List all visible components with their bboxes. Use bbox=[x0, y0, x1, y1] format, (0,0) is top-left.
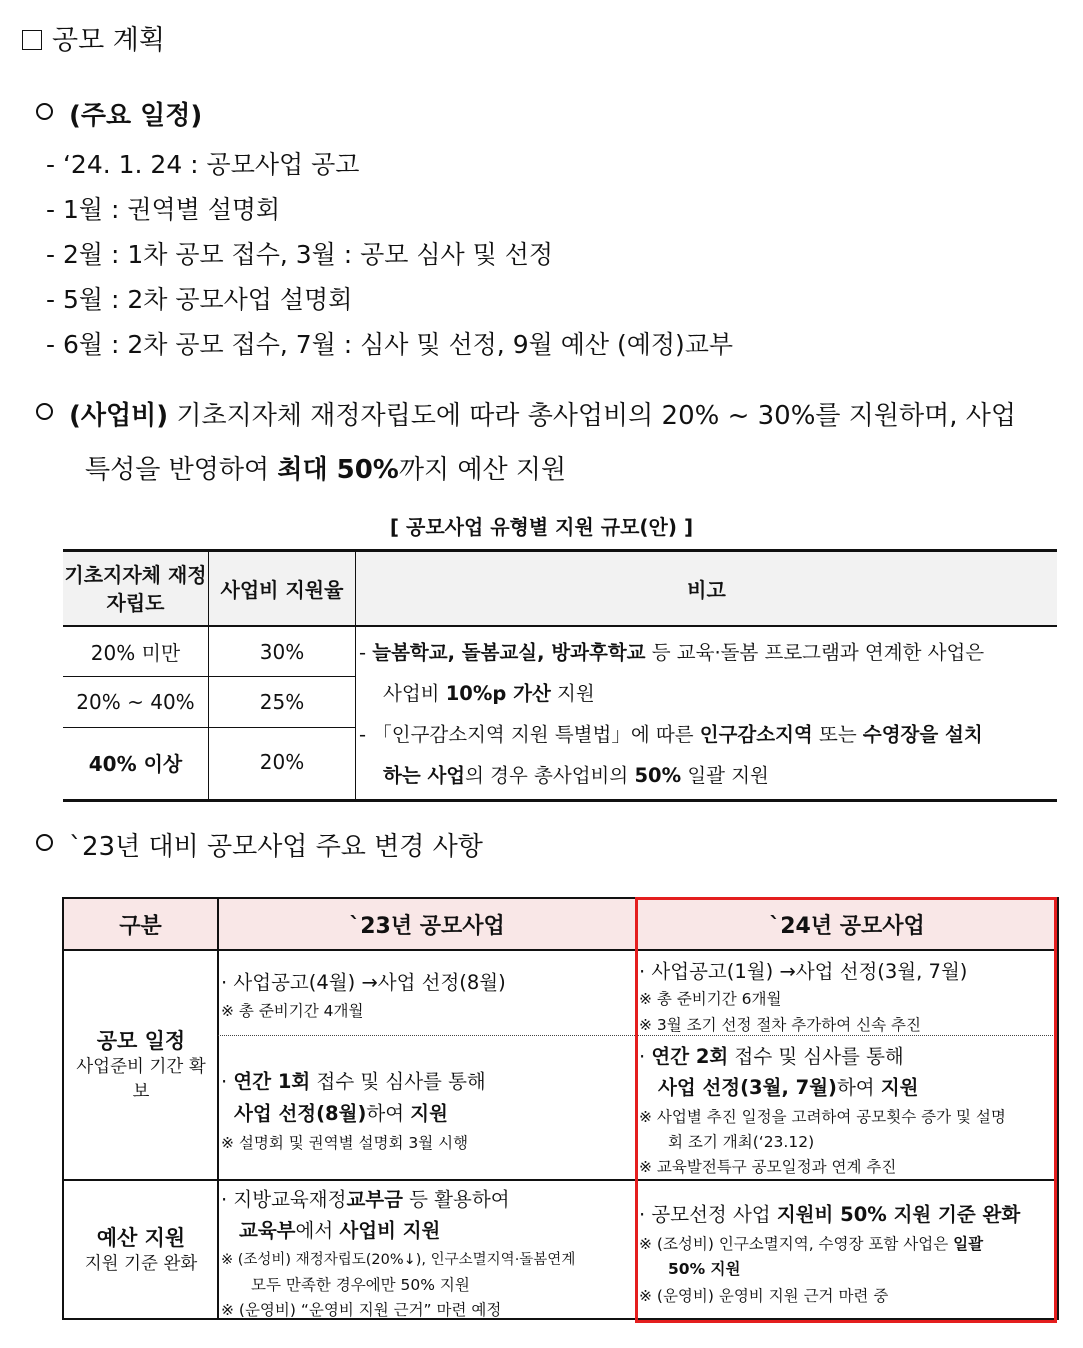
remark-line: - 늘봄학교, 돌봄교실, 방과후학교 등 교육·돌봄 프로그램과 연계한 사업은 bbox=[359, 641, 985, 664]
row-label-sub: 사업준비 기간 확보 bbox=[76, 1057, 206, 1102]
table1-caption: [ 공모사업 유형별 지원 규모(안) ] bbox=[389, 515, 694, 539]
cell-note: ※ 사업별 추진 일정을 고려하여 공모횟수 증가 및 설명 bbox=[639, 1108, 1006, 1126]
section-heading-text: 공모 계획 bbox=[52, 25, 165, 56]
row-label-schedule bbox=[64, 951, 218, 1179]
schedule-title: (주요 일정) bbox=[69, 101, 203, 131]
cell-note: 회 조기 개최(‘23.12) bbox=[668, 1133, 815, 1151]
circle-bullet-icon bbox=[36, 403, 53, 420]
circle-bullet-icon bbox=[36, 103, 53, 120]
highlight-2024-column bbox=[635, 897, 1057, 1323]
header-support-rate: 사업비 지원율 bbox=[220, 578, 344, 602]
cell-note: ※ 3월 조기 선정 절차 추가하여 신속 추진 bbox=[639, 1016, 921, 1034]
cell-note: 모두 만족한 경우에만 50% 지원 bbox=[251, 1276, 470, 1294]
schedule-item: - ‘24. 1. 24 : 공모사업 공고 bbox=[46, 150, 360, 179]
header-2023: `23년 공모사업 bbox=[349, 913, 505, 939]
cell-text: · 연간 1회 접수 및 심사를 통해 bbox=[221, 1070, 486, 1093]
schedule-item: - 6월 : 2차 공모 접수, 7월 : 심사 및 선정, 9월 예산 (예정)교부 bbox=[46, 330, 734, 359]
cell-text: · 사업공고(1월) →사업 선정(3월, 7월) bbox=[639, 960, 968, 983]
row-label-title: 예산 지원 bbox=[96, 1226, 186, 1250]
cell-note: ※ 총 준비기간 6개월 bbox=[639, 990, 782, 1008]
section-heading bbox=[22, 18, 165, 57]
cell-note: ※ 설명회 및 권역별 설명회 3월 시행 bbox=[221, 1134, 469, 1152]
changes-bullet bbox=[36, 826, 483, 863]
cell-note: ※ (조성비) 재정자립도(20%↓), 인구소멸지역·돌봄연계 bbox=[221, 1252, 576, 1268]
cell-text: 교육부에서 사업비 지원 bbox=[239, 1219, 441, 1242]
row-level: 20% ~ 40% bbox=[76, 690, 195, 714]
cell-note: ※ 총 준비기간 4개월 bbox=[221, 1002, 364, 1020]
row-level: 40% 이상 bbox=[88, 751, 183, 776]
cell-text: · 지방교육재정교부금 등 활용하여 bbox=[221, 1188, 510, 1211]
remark-line: - 「인구감소지역 지원 특별법」에 따른 인구감소지역 또는 수영장을 설치 bbox=[359, 723, 983, 746]
budget-bullet bbox=[36, 395, 1016, 432]
row-level: 20% 미만 bbox=[90, 641, 181, 665]
row-label-title: 공모 일정 bbox=[96, 1029, 186, 1053]
row-rate: 20% bbox=[259, 750, 305, 774]
support-scale-table bbox=[63, 549, 1057, 802]
row-rate: 25% bbox=[259, 690, 305, 714]
checkbox-square-icon bbox=[22, 30, 42, 50]
header-category: 구분 bbox=[119, 913, 162, 939]
cell-text: 사업 선정(3월, 7월)하여 지원 bbox=[658, 1076, 919, 1099]
row-label-budget bbox=[64, 1181, 218, 1318]
schedule-bullet bbox=[36, 95, 202, 132]
remark-line: 사업비 10%p 가산 지원 bbox=[383, 682, 595, 705]
header-remarks: 비고 bbox=[687, 578, 726, 602]
header-2024: `24년 공모사업 bbox=[769, 913, 925, 939]
cell-note: ※ (운영비) “운영비 지원 근거” 마련 예정 bbox=[221, 1301, 502, 1319]
row-rate: 30% bbox=[259, 639, 305, 664]
changes-title: `23년 대비 공모사업 주요 변경 사항 bbox=[69, 832, 483, 862]
remark-line: 하는 사업의 경우 총사업비의 50% 일괄 지원 bbox=[383, 764, 769, 787]
cell-note: ※ 교육발전특구 공모일정과 연계 추진 bbox=[639, 1158, 897, 1176]
budget-line1: 기초지자체 재정자립도에 따라 총사업비의 20% ~ 30%를 지원하며, 사업 bbox=[168, 401, 1017, 431]
schedule-item: - 1월 : 권역별 설명회 bbox=[46, 195, 281, 224]
cell-note: ※ (조성비) 인구소멸지역, 수영장 포함 사업은 일괄 bbox=[639, 1235, 984, 1253]
cell-note: 50% 지원 bbox=[668, 1260, 741, 1278]
cell-text: 사업 선정(8월)하여 지원 bbox=[234, 1102, 448, 1125]
budget-line2: 특성을 반영하여 최대 50%까지 예산 지원 bbox=[85, 455, 567, 485]
schedule-item: - 2월 : 1차 공모 접수, 3월 : 공모 심사 및 선정 bbox=[46, 240, 554, 269]
cell-text: · 연간 2회 접수 및 심사를 통해 bbox=[639, 1045, 904, 1068]
row-label-sub: 지원 기준 완화 bbox=[84, 1254, 198, 1274]
cell-text: · 사업공고(4월) →사업 선정(8월) bbox=[221, 971, 506, 994]
header-self-reliance: 기초지자체 재정자립도 bbox=[64, 562, 207, 615]
cell-note: ※ (운영비) 운영비 지원 근거 마련 중 bbox=[639, 1287, 889, 1305]
cell-text: · 공모선정 사업 지원비 50% 지원 기준 완화 bbox=[639, 1203, 1021, 1226]
circle-bullet-icon bbox=[36, 834, 53, 851]
schedule-item: - 5월 : 2차 공모사업 설명회 bbox=[46, 285, 353, 314]
budget-title: (사업비) bbox=[69, 401, 169, 431]
